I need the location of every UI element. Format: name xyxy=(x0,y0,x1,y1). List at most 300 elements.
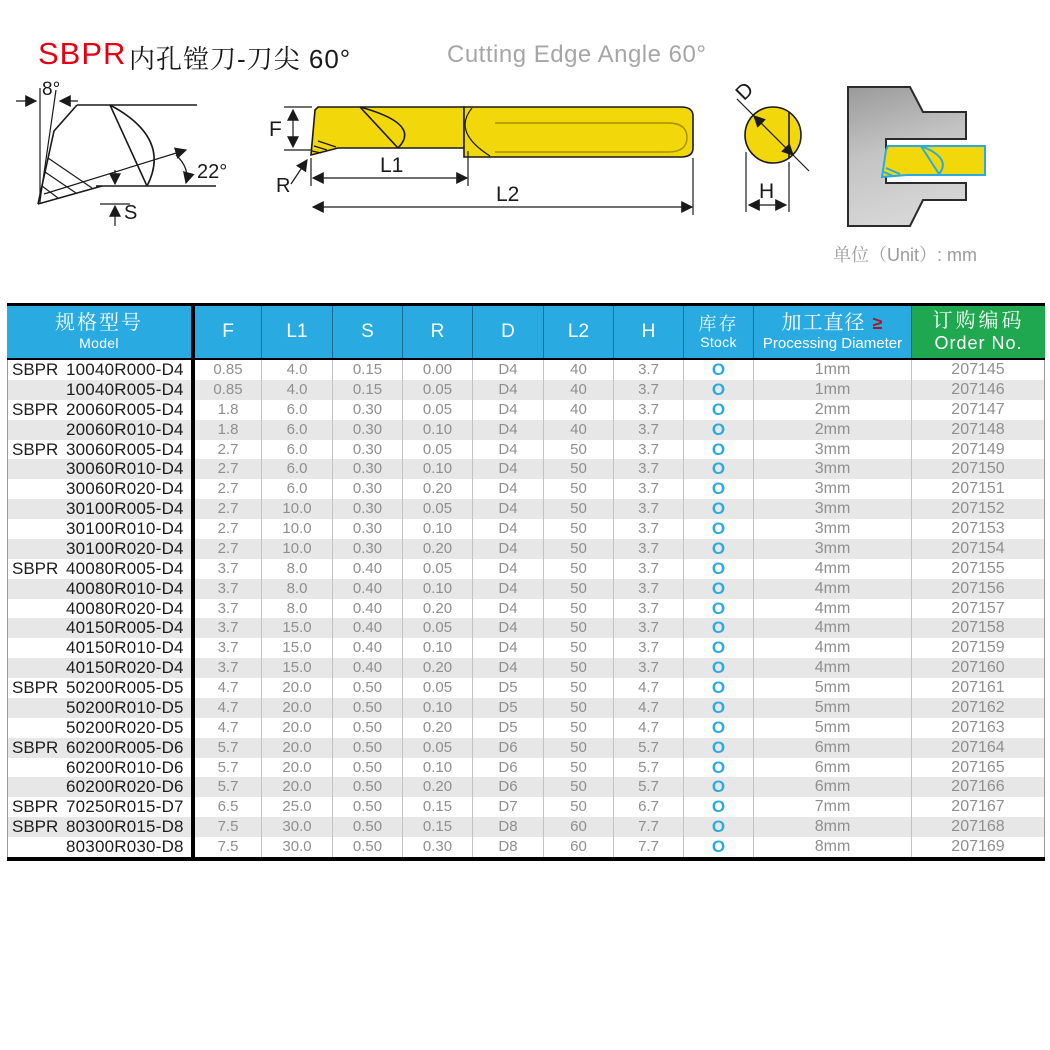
cell-order-no: 207162 xyxy=(911,698,1045,718)
cell-r: 0.05 xyxy=(402,400,472,420)
cell-h: 3.7 xyxy=(613,400,683,420)
cell-h: 4.7 xyxy=(613,678,683,698)
cell-r: 0.05 xyxy=(402,380,472,400)
stock-available-mark: O xyxy=(711,558,726,578)
cell-stock xyxy=(683,817,753,837)
page-title-en: Cutting Edge Angle 60° xyxy=(447,41,707,68)
cell-l1: 4.0 xyxy=(261,360,332,380)
stock-available-mark: O xyxy=(711,479,726,499)
cell-r: 0.10 xyxy=(402,420,472,440)
cell-h: 3.7 xyxy=(613,380,683,400)
stock-available-mark: O xyxy=(711,697,726,717)
cell-r: 0.10 xyxy=(402,579,472,599)
cell-h: 3.7 xyxy=(613,459,683,479)
cell-l2: 50 xyxy=(543,599,613,619)
cell-f: 2.7 xyxy=(191,479,261,499)
cell-l2: 50 xyxy=(543,718,613,738)
cell-s: 0.50 xyxy=(332,837,402,857)
cell-diameter: 4mm xyxy=(753,599,911,619)
cell-stock xyxy=(683,718,753,738)
cell-r: 0.05 xyxy=(402,559,472,579)
cell-h: 3.7 xyxy=(613,618,683,638)
cell-stock xyxy=(683,380,753,400)
cell-f: 1.8 xyxy=(191,420,261,440)
col-header-l1: L1 xyxy=(261,306,332,358)
cell-l1: 6.0 xyxy=(261,440,332,460)
table-body xyxy=(7,360,1045,857)
table-header-row xyxy=(7,303,1045,360)
cell-stock xyxy=(683,400,753,420)
cell-r: 0.15 xyxy=(402,797,472,817)
cell-l2: 40 xyxy=(543,400,613,420)
cell-l2: 50 xyxy=(543,579,613,599)
cell-f: 3.7 xyxy=(191,618,261,638)
cell-h: 3.7 xyxy=(613,559,683,579)
cell-l2: 50 xyxy=(543,479,613,499)
label-dim-l1: L1 xyxy=(380,154,404,177)
cell-l2: 50 xyxy=(543,738,613,758)
cell-order-no: 207160 xyxy=(911,658,1045,678)
cell-l1: 10.0 xyxy=(261,519,332,539)
cell-s: 0.30 xyxy=(332,519,402,539)
cell-stock xyxy=(683,777,753,797)
model-prefix xyxy=(8,459,66,479)
model-number: 30100R020-D4 xyxy=(66,538,184,558)
cell-h: 3.7 xyxy=(613,599,683,619)
cell-model xyxy=(7,539,191,559)
cell-order-no: 207147 xyxy=(911,400,1045,420)
cell-s: 0.30 xyxy=(332,459,402,479)
cell-d: D7 xyxy=(472,797,543,817)
model-prefix: SBPR xyxy=(12,439,59,459)
cell-s: 0.30 xyxy=(332,539,402,559)
model-prefix: SBPR xyxy=(12,737,59,757)
stock-available-mark: O xyxy=(711,737,726,757)
stock-available-mark: O xyxy=(711,399,726,419)
cell-l2: 50 xyxy=(543,758,613,778)
cell-order-no: 207161 xyxy=(911,678,1045,698)
cell-stock xyxy=(683,698,753,718)
cell-f: 3.7 xyxy=(191,599,261,619)
table-row xyxy=(7,599,1045,619)
cell-h: 3.7 xyxy=(613,638,683,658)
cell-f: 1.8 xyxy=(191,400,261,420)
cell-diameter: 2mm xyxy=(753,400,911,420)
cell-f: 7.5 xyxy=(191,817,261,837)
cell-r: 0.05 xyxy=(402,678,472,698)
model-number: 60200R010-D6 xyxy=(66,757,184,777)
cell-d: D6 xyxy=(472,758,543,778)
table-row xyxy=(7,817,1045,837)
cell-l2: 50 xyxy=(543,638,613,658)
cell-r: 0.20 xyxy=(402,599,472,619)
cell-l2: 50 xyxy=(543,777,613,797)
cell-r: 0.20 xyxy=(402,479,472,499)
cell-r: 0.05 xyxy=(402,440,472,460)
cell-order-no: 207148 xyxy=(911,420,1045,440)
cell-h: 3.7 xyxy=(613,579,683,599)
cell-order-no: 207149 xyxy=(911,440,1045,460)
cell-l1: 25.0 xyxy=(261,797,332,817)
brand-code: SBPR xyxy=(38,36,127,71)
cell-order-no: 207156 xyxy=(911,579,1045,599)
model-prefix xyxy=(8,618,66,638)
cell-diameter: 4mm xyxy=(753,618,911,638)
cell-h: 3.7 xyxy=(613,360,683,380)
cell-order-no: 207145 xyxy=(911,360,1045,380)
gte-symbol: ≥ xyxy=(872,313,884,334)
cell-l2: 40 xyxy=(543,360,613,380)
cell-d: D6 xyxy=(472,738,543,758)
model-number: 60200R005-D6 xyxy=(66,737,184,757)
cell-model xyxy=(7,519,191,539)
cell-l1: 20.0 xyxy=(261,738,332,758)
cell-h: 7.7 xyxy=(613,837,683,857)
cell-s: 0.30 xyxy=(332,440,402,460)
model-prefix: SBPR xyxy=(12,678,59,697)
table-row xyxy=(7,499,1045,519)
cell-l2: 40 xyxy=(543,420,613,440)
cell-s: 0.30 xyxy=(332,420,402,440)
table-row xyxy=(7,718,1045,738)
stock-available-mark: O xyxy=(711,499,726,519)
cell-d: D4 xyxy=(472,658,543,678)
table-row xyxy=(7,420,1045,440)
cell-l2: 50 xyxy=(543,539,613,559)
cell-d: D5 xyxy=(472,718,543,738)
cell-r: 0.20 xyxy=(402,539,472,559)
model-number: 40080R005-D4 xyxy=(66,558,184,578)
table-row xyxy=(7,698,1045,718)
cell-l2: 50 xyxy=(543,499,613,519)
cell-f: 2.7 xyxy=(191,440,261,460)
cell-order-no: 207168 xyxy=(911,817,1045,837)
cell-diameter: 4mm xyxy=(753,638,911,658)
cell-r: 0.05 xyxy=(402,738,472,758)
cell-model xyxy=(7,559,191,579)
cell-stock xyxy=(683,559,753,579)
cell-model xyxy=(7,400,191,420)
cell-s: 0.40 xyxy=(332,618,402,638)
cell-order-no: 207163 xyxy=(911,718,1045,738)
col-header-s: S xyxy=(332,306,402,358)
cell-model xyxy=(7,817,191,837)
cell-order-no: 207158 xyxy=(911,618,1045,638)
model-number: 20060R005-D4 xyxy=(66,399,184,419)
cell-f: 5.7 xyxy=(191,738,261,758)
cell-stock xyxy=(683,797,753,817)
table-row xyxy=(7,837,1045,857)
cell-order-no: 207150 xyxy=(911,459,1045,479)
cell-stock xyxy=(683,539,753,559)
cell-s: 0.40 xyxy=(332,638,402,658)
front-view-diagram xyxy=(731,78,809,212)
cell-diameter: 3mm xyxy=(753,499,911,519)
cell-h: 5.7 xyxy=(613,777,683,797)
cell-l1: 6.0 xyxy=(261,479,332,499)
cell-h: 3.7 xyxy=(613,479,683,499)
cell-l1: 15.0 xyxy=(261,638,332,658)
cell-h: 4.7 xyxy=(613,718,683,738)
cell-s: 0.30 xyxy=(332,479,402,499)
model-number: 30060R020-D4 xyxy=(66,479,184,499)
label-dim-h: H xyxy=(759,180,775,203)
workpiece-diagram xyxy=(848,87,985,226)
cell-diameter: 5mm xyxy=(753,678,911,698)
stock-available-mark: O xyxy=(711,717,726,737)
cell-l2: 50 xyxy=(543,658,613,678)
label-angle-22: 22° xyxy=(197,161,228,183)
col-header-h: H xyxy=(613,306,683,358)
cell-stock xyxy=(683,459,753,479)
cell-r: 0.30 xyxy=(402,837,472,857)
cell-diameter: 6mm xyxy=(753,777,911,797)
cell-f: 2.7 xyxy=(191,499,261,519)
col-header-d: D xyxy=(472,306,543,358)
cell-h: 3.7 xyxy=(613,519,683,539)
cell-l2: 50 xyxy=(543,678,613,698)
model-number: 30100R005-D4 xyxy=(66,499,184,519)
cell-d: D4 xyxy=(472,440,543,460)
cell-diameter: 6mm xyxy=(753,738,911,758)
cell-model xyxy=(7,420,191,440)
cell-r: 0.20 xyxy=(402,777,472,797)
table-row xyxy=(7,638,1045,658)
cell-d: D4 xyxy=(472,579,543,599)
cell-d: D8 xyxy=(472,817,543,837)
cell-l1: 20.0 xyxy=(261,718,332,738)
cell-model xyxy=(7,360,191,380)
cell-stock xyxy=(683,837,753,857)
cell-model xyxy=(7,638,191,658)
table-row xyxy=(7,777,1045,797)
cell-diameter: 2mm xyxy=(753,420,911,440)
cell-stock xyxy=(683,479,753,499)
model-number: 80300R030-D8 xyxy=(66,837,184,856)
model-prefix xyxy=(8,519,66,539)
table-row xyxy=(7,539,1045,559)
stock-available-mark: O xyxy=(711,598,726,618)
cell-r: 0.10 xyxy=(402,758,472,778)
cell-s: 0.30 xyxy=(332,499,402,519)
page-title-cn: 内孔镗刀-刀尖 60° xyxy=(129,44,352,74)
stock-available-mark: O xyxy=(711,638,726,658)
label-dim-l2: L2 xyxy=(496,183,520,206)
cell-f: 2.7 xyxy=(191,519,261,539)
cell-d: D4 xyxy=(472,479,543,499)
cell-s: 0.50 xyxy=(332,777,402,797)
col-header-stock: 库存 Stock xyxy=(683,306,753,358)
cell-model xyxy=(7,678,191,698)
cell-s: 0.50 xyxy=(332,678,402,698)
cell-diameter: 4mm xyxy=(753,658,911,678)
cell-l1: 20.0 xyxy=(261,698,332,718)
cell-s: 0.50 xyxy=(332,797,402,817)
model-prefix xyxy=(8,420,66,440)
cell-d: D4 xyxy=(472,380,543,400)
cell-order-no: 207152 xyxy=(911,499,1045,519)
model-number: 80300R015-D8 xyxy=(66,817,184,837)
cell-l2: 50 xyxy=(543,618,613,638)
cell-model xyxy=(7,579,191,599)
cell-l1: 4.0 xyxy=(261,380,332,400)
cell-diameter: 1mm xyxy=(753,380,911,400)
table-row xyxy=(7,380,1045,400)
cell-f: 0.85 xyxy=(191,360,261,380)
cell-stock xyxy=(683,519,753,539)
stock-available-mark: O xyxy=(711,618,726,638)
col-header-l2: L2 xyxy=(543,306,613,358)
cell-f: 6.5 xyxy=(191,797,261,817)
spec-table xyxy=(7,303,1045,861)
cell-s: 0.50 xyxy=(332,698,402,718)
cell-d: D4 xyxy=(472,618,543,638)
label-dim-r: R xyxy=(276,175,291,197)
stock-available-mark: O xyxy=(711,439,726,459)
model-prefix: SBPR xyxy=(12,817,59,837)
cell-l1: 6.0 xyxy=(261,459,332,479)
cell-d: D4 xyxy=(472,599,543,619)
cell-s: 0.50 xyxy=(332,817,402,837)
model-prefix: SBPR xyxy=(12,797,59,817)
cell-diameter: 3mm xyxy=(753,479,911,499)
cell-r: 0.20 xyxy=(402,718,472,738)
model-number: 40150R010-D4 xyxy=(66,638,184,658)
cell-stock xyxy=(683,420,753,440)
model-prefix: SBPR xyxy=(12,360,59,379)
cell-model xyxy=(7,459,191,479)
cell-order-no: 207169 xyxy=(911,837,1045,857)
stock-available-mark: O xyxy=(711,658,726,678)
cell-model xyxy=(7,599,191,619)
model-number: 70250R015-D7 xyxy=(66,797,184,817)
cell-l1: 10.0 xyxy=(261,539,332,559)
cell-diameter: 3mm xyxy=(753,440,911,460)
cell-model xyxy=(7,479,191,499)
cell-r: 0.20 xyxy=(402,658,472,678)
model-number: 60200R020-D6 xyxy=(66,777,184,797)
cell-diameter: 1mm xyxy=(753,360,911,380)
cell-d: D4 xyxy=(472,539,543,559)
unit-note: 单位（Unit）: mm xyxy=(833,245,977,265)
cell-d: D8 xyxy=(472,837,543,857)
cell-l1: 15.0 xyxy=(261,658,332,678)
cell-diameter: 8mm xyxy=(753,837,911,857)
model-prefix xyxy=(8,380,66,400)
model-number: 30060R010-D4 xyxy=(66,459,184,479)
cell-stock xyxy=(683,678,753,698)
cell-d: D6 xyxy=(472,777,543,797)
cell-h: 3.7 xyxy=(613,440,683,460)
model-prefix: SBPR xyxy=(12,558,59,578)
col-header-order: 订购编码 Order No. xyxy=(911,306,1045,358)
cell-model xyxy=(7,797,191,817)
table-row xyxy=(7,758,1045,778)
cell-order-no: 207167 xyxy=(911,797,1045,817)
cell-d: D5 xyxy=(472,678,543,698)
stock-available-mark: O xyxy=(711,757,726,777)
cell-f: 5.7 xyxy=(191,758,261,778)
cell-f: 3.7 xyxy=(191,658,261,678)
cell-order-no: 207146 xyxy=(911,380,1045,400)
stock-available-mark: O xyxy=(711,459,726,479)
stock-available-mark: O xyxy=(711,797,726,817)
cell-model xyxy=(7,380,191,400)
table-row xyxy=(7,400,1045,420)
cell-r: 0.10 xyxy=(402,519,472,539)
model-prefix xyxy=(8,579,66,599)
model-number: 10040R000-D4 xyxy=(66,360,184,379)
cell-s: 0.40 xyxy=(332,658,402,678)
cell-model xyxy=(7,658,191,678)
cell-h: 3.7 xyxy=(613,539,683,559)
cell-f: 3.7 xyxy=(191,638,261,658)
cell-diameter: 3mm xyxy=(753,539,911,559)
cell-d: D4 xyxy=(472,559,543,579)
cell-l1: 6.0 xyxy=(261,400,332,420)
table-row xyxy=(7,440,1045,460)
model-prefix xyxy=(8,698,66,718)
cell-stock xyxy=(683,638,753,658)
stock-available-mark: O xyxy=(711,419,726,439)
label-dim-s: S xyxy=(124,202,138,224)
cell-diameter: 5mm xyxy=(753,718,911,738)
stock-available-mark: O xyxy=(711,519,726,538)
model-prefix xyxy=(8,638,66,658)
model-number: 50200R005-D5 xyxy=(66,678,184,697)
cell-h: 3.7 xyxy=(613,499,683,519)
cell-s: 0.15 xyxy=(332,360,402,380)
cell-model xyxy=(7,758,191,778)
cell-f: 4.7 xyxy=(191,718,261,738)
cell-s: 0.40 xyxy=(332,599,402,619)
cell-d: D4 xyxy=(472,519,543,539)
model-prefix xyxy=(8,718,66,738)
cell-d: D4 xyxy=(472,499,543,519)
cell-stock xyxy=(683,658,753,678)
model-prefix xyxy=(8,539,66,559)
cell-diameter: 4mm xyxy=(753,579,911,599)
model-number: 30100R010-D4 xyxy=(66,519,184,538)
cell-l1: 20.0 xyxy=(261,777,332,797)
cell-model xyxy=(7,618,191,638)
cell-l2: 50 xyxy=(543,440,613,460)
cell-l2: 50 xyxy=(543,698,613,718)
stock-available-mark: O xyxy=(711,360,726,379)
cell-model xyxy=(7,777,191,797)
cell-diameter: 7mm xyxy=(753,797,911,817)
table-row xyxy=(7,479,1045,499)
label-dim-d: D xyxy=(731,77,759,105)
cell-l1: 20.0 xyxy=(261,678,332,698)
cell-l2: 50 xyxy=(543,559,613,579)
table-row xyxy=(7,360,1045,380)
cell-d: D4 xyxy=(472,360,543,380)
cell-h: 3.7 xyxy=(613,420,683,440)
cell-s: 0.40 xyxy=(332,559,402,579)
cell-diameter: 3mm xyxy=(753,519,911,539)
model-prefix xyxy=(8,837,66,857)
cell-stock xyxy=(683,618,753,638)
cell-l2: 60 xyxy=(543,817,613,837)
table-row xyxy=(7,797,1045,817)
cell-d: D4 xyxy=(472,459,543,479)
col-header-f: F xyxy=(191,306,261,358)
model-prefix: SBPR xyxy=(12,399,59,419)
model-prefix xyxy=(8,777,66,797)
cell-r: 0.15 xyxy=(402,817,472,837)
cell-order-no: 207157 xyxy=(911,599,1045,619)
